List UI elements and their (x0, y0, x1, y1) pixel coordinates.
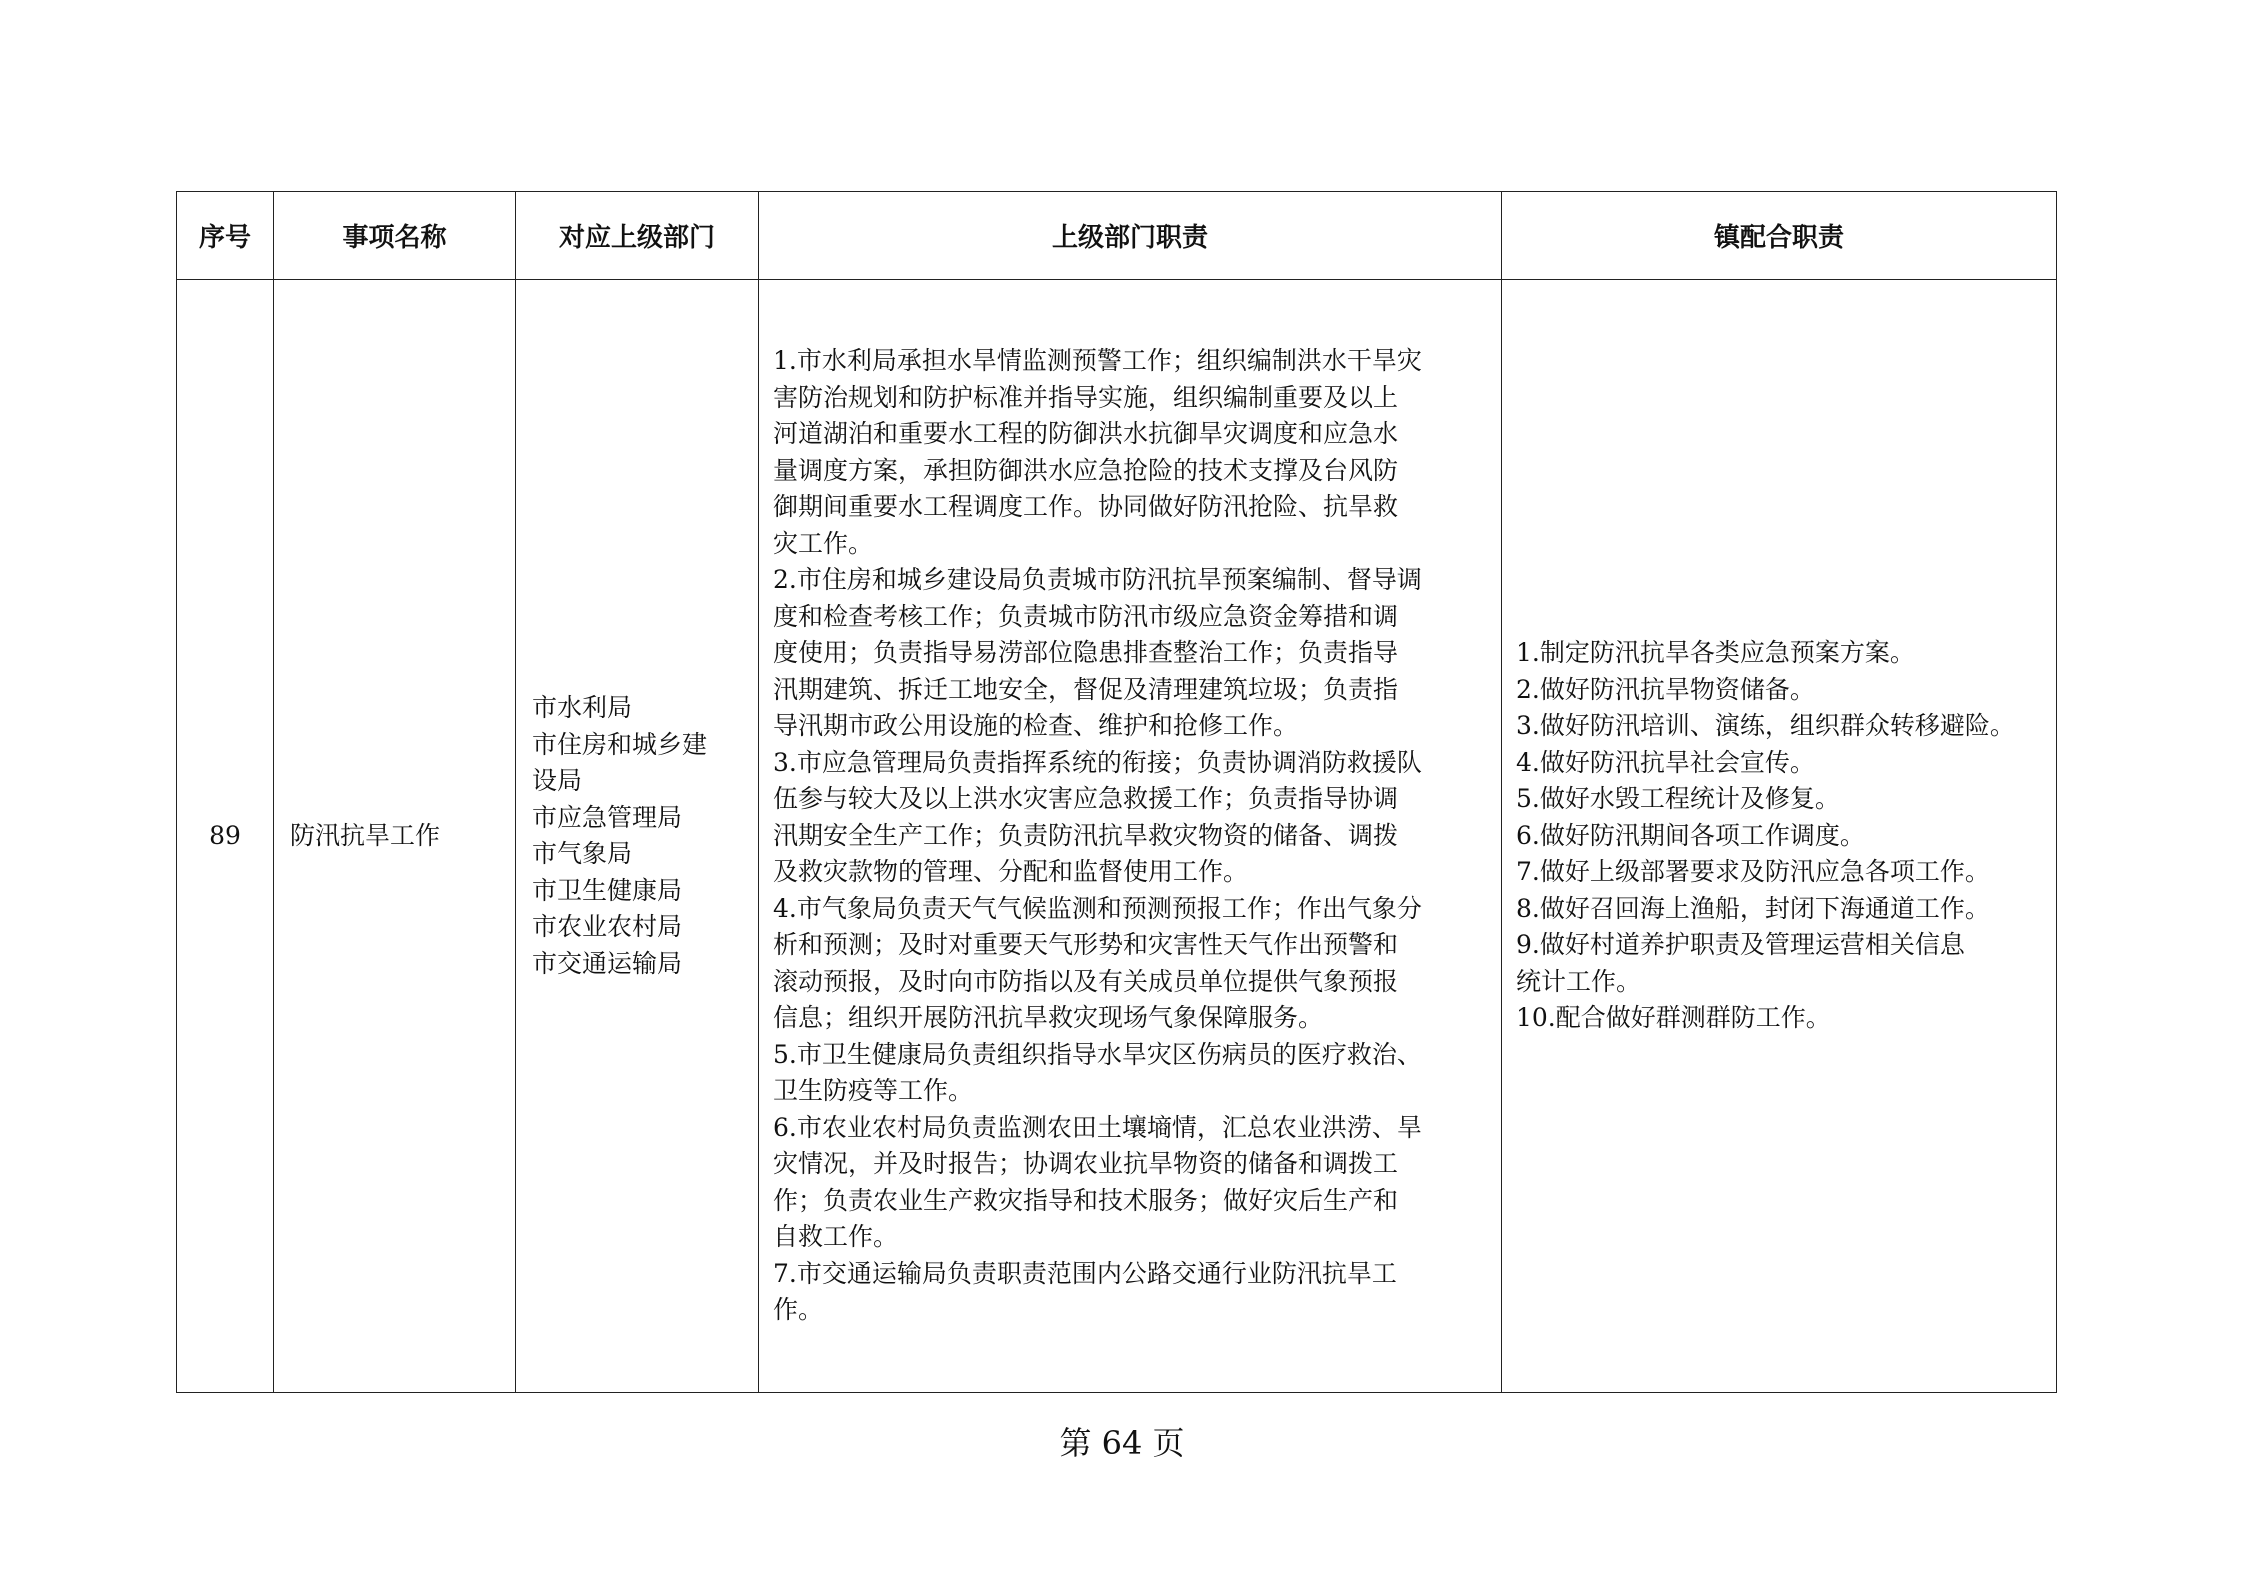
superior-duty-line: 度和检查考核工作；负责城市防汛市级应急资金筹措和调 (773, 601, 1399, 631)
superior-duty-line: 2.市住房和城乡建设局负责城市防汛抗旱预案编制、督导调 (773, 565, 1422, 595)
header-number: 序号 (177, 192, 274, 280)
town-duty-line: 3.做好防汛培训、演练，组织群众转移避险。 (1516, 711, 2015, 741)
town-duty-line: 7.做好上级部署要求及防汛应急各项工作。 (1516, 857, 1990, 887)
department-line: 市农业农村局 (532, 912, 683, 941)
row-departments (516, 280, 759, 1393)
header-superior-duties: 上级部门职责 (759, 192, 1502, 280)
superior-duty-line: 度使用；负责指导易涝部位隐患排查整治工作；负责指导 (773, 638, 1399, 668)
town-duty-line: 5.做好水毁工程统计及修复。 (1516, 784, 1840, 814)
superior-duty-line: 自救工作。 (773, 1222, 899, 1252)
row-town-duties (1502, 280, 2057, 1393)
superior-duty-line: 7.市交通运输局负责职责范围内公路交通行业防汛抗旱工 (773, 1258, 1397, 1288)
superior-duty-line: 1.市水利局承担水旱情监测预警工作；组织编制洪水干旱灾 (773, 346, 1422, 376)
row-superior-duties (759, 280, 1502, 1393)
header-row (177, 192, 2057, 280)
superior-duty-line: 及救灾款物的管理、分配和监督使用工作。 (773, 857, 1249, 887)
superior-duty-line: 滚动预报，及时向市防指以及有关成员单位提供气象预报 (773, 966, 1399, 996)
superior-duty-line: 4.市气象局负责天气气候监测和预测预报工作；作出气象分 (773, 893, 1422, 923)
town-duty-line: 4.做好防汛抗旱社会宣传。 (1516, 747, 1815, 777)
superior-duty-line: 汛期安全生产工作；负责防汛抗旱救灾物资的储备、调拨 (773, 820, 1399, 850)
town-duty-line: 10.配合做好群测群防工作。 (1516, 1003, 1831, 1033)
header-superior-department: 对应上级部门 (516, 192, 759, 280)
table-row (177, 280, 2057, 1393)
row-number: 89 (177, 280, 274, 1393)
superior-duty-line: 作；负责农业生产救灾指导和技术服务；做好灾后生产和 (773, 1185, 1399, 1215)
superior-duty-line: 灾情况，并及时报告；协调农业抗旱物资的储备和调拨工 (773, 1149, 1399, 1179)
superior-duty-line: 导汛期市政公用设施的检查、维护和抢修工作。 (773, 711, 1299, 741)
superior-duty-line: 6.市农业农村局负责监测农田土壤墒情，汇总农业洪涝、旱 (773, 1112, 1422, 1142)
town-duty-line: 2.做好防汛抗旱物资储备。 (1516, 674, 1815, 704)
superior-duty-line: 量调度方案，承担防御洪水应急抢险的技术支撑及台风防 (773, 455, 1399, 485)
page-number: 第 64 页 (1059, 1424, 1185, 1462)
header-town-duties: 镇配合职责 (1502, 192, 2057, 280)
superior-duty-line: 御期间重要水工程调度工作。协同做好防汛抢险、抗旱救 (773, 492, 1399, 522)
superior-duty-line: 3.市应急管理局负责指挥系统的衔接；负责协调消防救援队 (773, 747, 1422, 777)
department-line: 市交通运输局 (532, 948, 683, 978)
department-line: 设局 (532, 766, 583, 795)
department-line: 市应急管理局 (532, 802, 683, 832)
duty-table (176, 191, 2057, 1393)
department-line: 市水利局 (532, 693, 633, 722)
superior-duty-line: 害防治规划和防护标准并指导实施，组织编制重要及以上 (773, 382, 1399, 412)
department-line: 市住房和城乡建 (532, 729, 708, 759)
department-line: 市气象局 (532, 839, 633, 868)
superior-duty-line: 作。 (773, 1295, 824, 1325)
superior-duty-line: 5.市卫生健康局负责组织指导水旱灾区伤病员的医疗救治、 (773, 1039, 1422, 1069)
town-duty-line: 9.做好村道养护职责及管理运营相关信息 (1516, 930, 1965, 960)
header-item-name: 事项名称 (274, 192, 516, 280)
town-duty-line: 1.制定防汛抗旱各类应急预案方案。 (1516, 638, 1915, 668)
superior-duty-line: 信息；组织开展防汛抗旱救灾现场气象保障服务。 (773, 1003, 1324, 1033)
department-line: 市卫生健康局 (532, 875, 683, 905)
superior-duty-line: 伍参与较大及以上洪水灾害应急救援工作；负责指导协调 (773, 784, 1399, 814)
superior-duty-line: 卫生防疫等工作。 (773, 1076, 974, 1106)
row-item-name: 防汛抗旱工作 (274, 280, 516, 1393)
town-duty-line: 统计工作。 (1516, 966, 1642, 996)
superior-duty-line: 灾工作。 (773, 528, 874, 558)
town-duty-line: 6.做好防汛期间各项工作调度。 (1516, 820, 1865, 850)
town-duty-line: 8.做好召回海上渔船，封闭下海通道工作。 (1516, 893, 1990, 923)
superior-duty-line: 河道湖泊和重要水工程的防御洪水抗御旱灾调度和应急水 (773, 419, 1399, 449)
superior-duty-line: 析和预测；及时对重要天气形势和灾害性天气作出预警和 (773, 930, 1399, 960)
superior-duty-line: 汛期建筑、拆迁工地安全，督促及清理建筑垃圾；负责指 (773, 674, 1399, 704)
